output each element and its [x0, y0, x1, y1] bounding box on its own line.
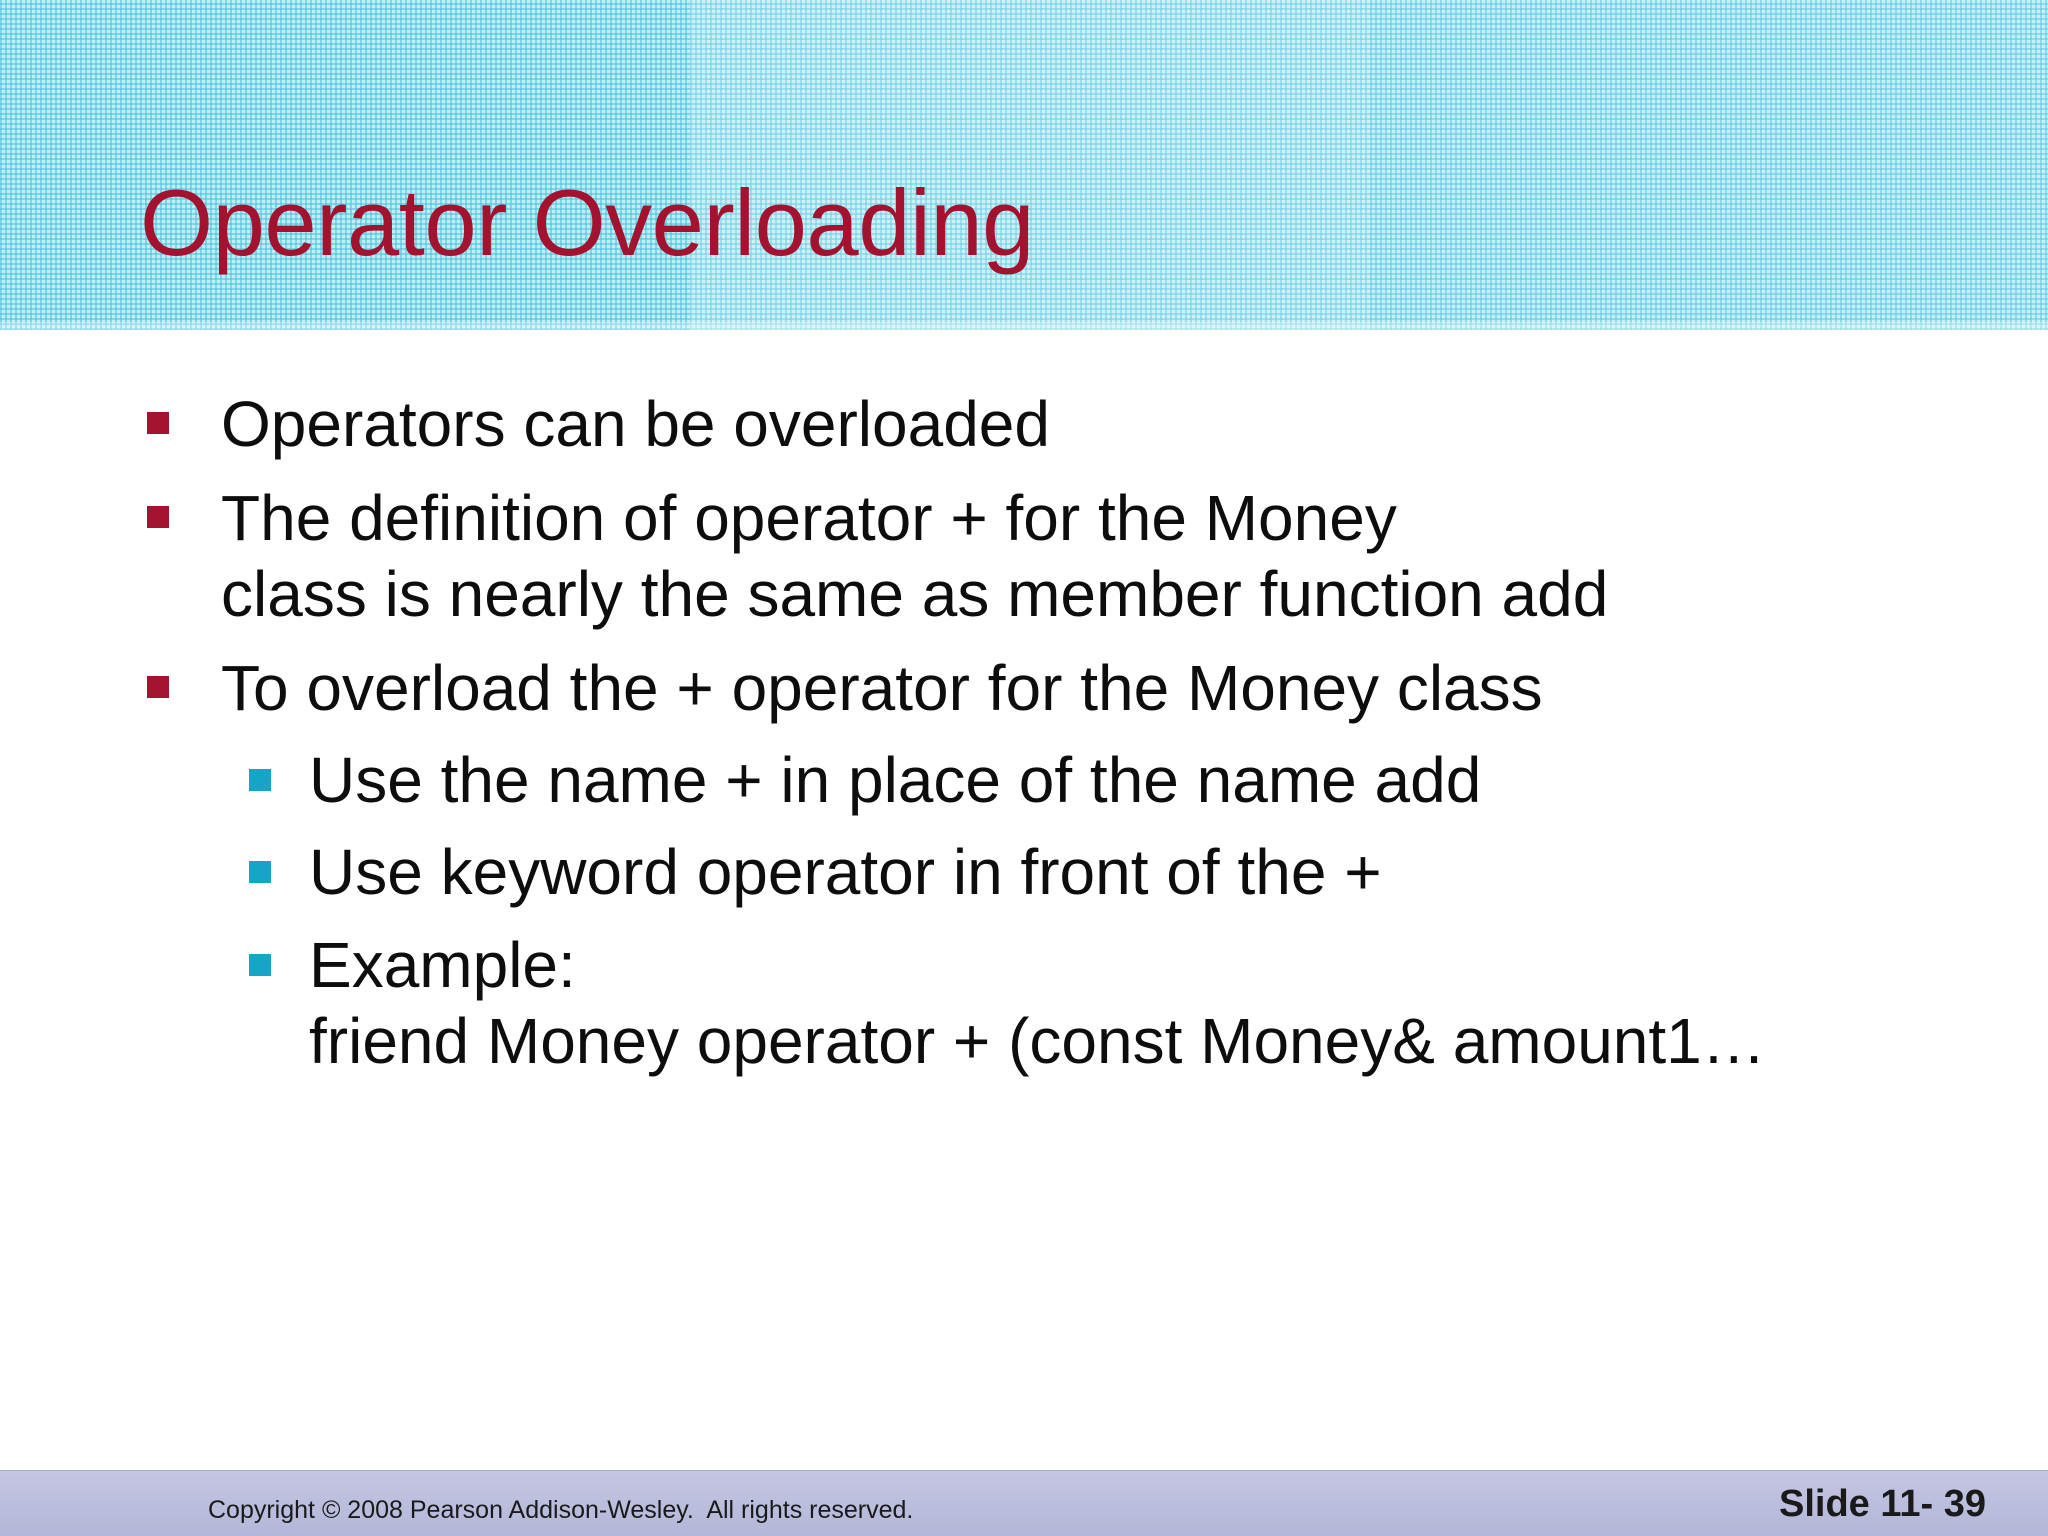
square-sub-bullet-icon	[249, 861, 271, 883]
bullet-item	[221, 480, 1608, 632]
bullet-item	[221, 650, 1543, 726]
bullet-text: Operators can be overloaded	[221, 388, 1050, 460]
copyright-notice: Copyright © 2008 Pearson Addison-Wesley. All rights reserved.	[208, 1496, 914, 1524]
slide-title: Operator Overloading	[140, 170, 1034, 275]
square-bullet-icon	[147, 412, 169, 434]
square-bullet-icon	[147, 506, 169, 528]
slide-footer	[0, 1470, 2048, 1536]
sub-bullet-text: Use keyword operator in front of the +	[309, 836, 1382, 908]
sub-bullet-item	[309, 834, 1382, 910]
slide-number: Slide 11- 39	[1778, 1483, 1986, 1525]
bullet-item	[221, 386, 1050, 462]
bullet-text: class is nearly the same as member function add	[221, 558, 1609, 630]
sub-bullet-item	[309, 927, 1766, 1079]
code-example-text: friend Money operator + (const Money& amount1…	[309, 1005, 1766, 1077]
sub-bullet-text: Use the name + in place of the name add	[309, 744, 1482, 816]
sub-bullet-text: Example:	[309, 929, 576, 1001]
square-bullet-icon	[147, 676, 169, 698]
square-sub-bullet-icon	[249, 954, 271, 976]
sub-bullet-item	[309, 742, 1481, 818]
bullet-text: The definition of operator + for the Money	[221, 482, 1397, 554]
square-sub-bullet-icon	[249, 769, 271, 791]
bullet-text: To overload the + operator for the Money class	[221, 652, 1543, 724]
